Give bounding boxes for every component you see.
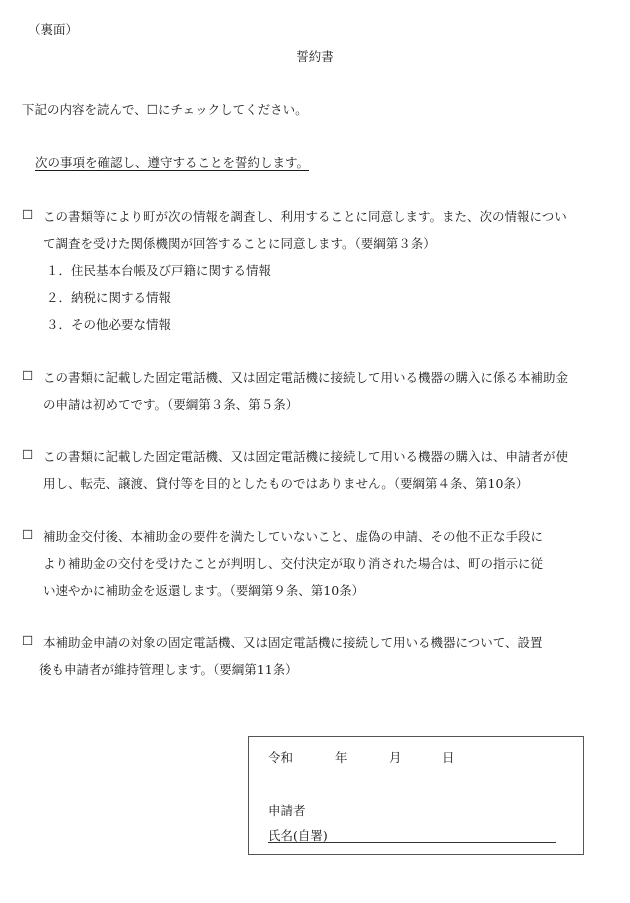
item-4-line-1: 補助金交付後、本補助金の要件を満たしていないこと、虚偽の申請、その他不正な手段に: [43, 529, 544, 544]
item-1-line-2: て調査を受けた関係機関が回答することに同意します。（要綱第３条）: [43, 236, 436, 251]
item-1-sub-3: ３．その他必要な情報: [46, 317, 172, 332]
item-1-sub-2: ２．納税に関する情報: [46, 290, 172, 305]
item-2-line-2: の申請は初めてです。（要綱第３条、第５条）: [43, 397, 299, 412]
item-1-checkbox[interactable]: ☐: [22, 207, 34, 222]
year-label: 年: [335, 750, 348, 765]
item-4-line-2: より補助金の交付を受けたことが判明し、交付決定が取り消された場合は、町の指示に従: [43, 556, 544, 571]
item-3-checkbox[interactable]: ☐: [22, 447, 34, 462]
item-5-checkbox[interactable]: ☐: [22, 633, 34, 648]
pledge-heading: 次の事項を確認し、遵守することを誓約します。: [35, 155, 310, 170]
item-2-checkbox[interactable]: ☐: [22, 368, 34, 383]
day-label: 日: [442, 750, 455, 765]
side-label: （裏面）: [28, 22, 79, 37]
item-1-line-1: この書類等により町が次の情報を調査し、利用することに同意します。また、次の情報につい: [43, 209, 567, 224]
signature-line[interactable]: [268, 842, 556, 843]
instruction-text: 下記の内容を読んで、☐にチェックしてください。: [22, 102, 308, 117]
item-4-checkbox[interactable]: ☐: [22, 527, 34, 542]
item-1-sub-1: １．住民基本台帳及び戸籍に関する情報: [46, 263, 272, 278]
item-2-line-1: この書類に記載した固定電話機、又は固定電話機に接続して用いる機器の購入に係る本補助金: [43, 370, 569, 385]
item-3-line-2: 用し、転売、譲渡、貸付等を目的としたものではありません。（要綱第４条、第10条）: [43, 476, 529, 491]
applicant-label: 申請者: [268, 803, 306, 818]
item-5-line-2: 後も申請者が維持管理します。（要綱第11条）: [39, 662, 298, 677]
item-4-line-3: い速やかに補助金を返還します。（要綱第９条、第10条）: [43, 583, 365, 598]
era-label: 令和: [268, 750, 294, 765]
item-3-line-1: この書類に記載した固定電話機、又は固定電話機に接続して用いる機器の購入は、申請者が使: [43, 449, 569, 464]
month-label: 月: [389, 750, 402, 765]
name-label: 氏名(自署): [268, 828, 328, 843]
item-5-line-1: 本補助金申請の対象の固定電話機、又は固定電話機に接続して用いる機器について、設置: [43, 635, 543, 650]
document-title: 誓約書: [296, 49, 334, 64]
